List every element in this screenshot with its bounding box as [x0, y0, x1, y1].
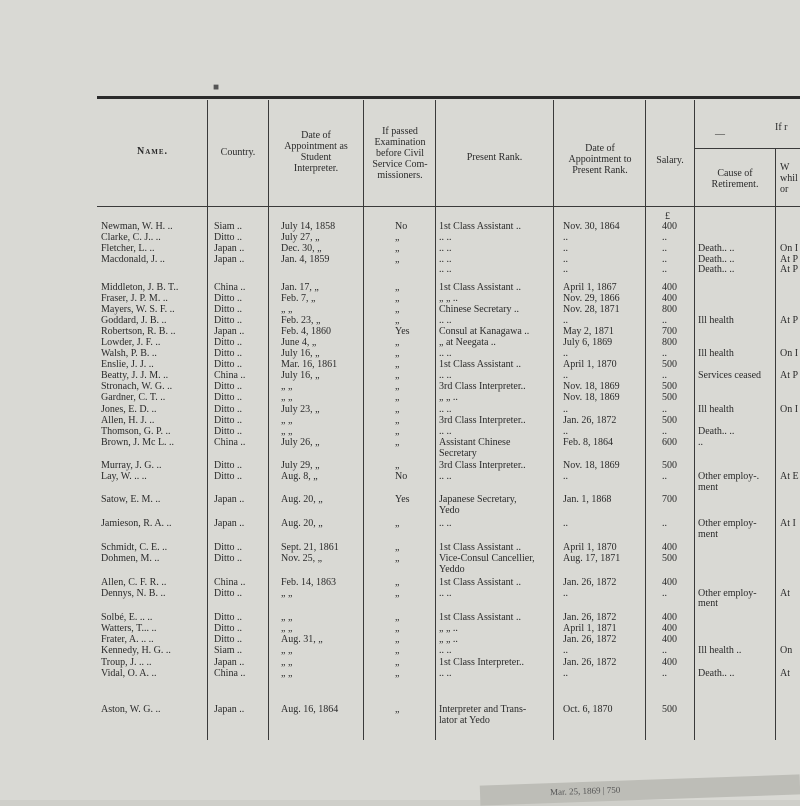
cell-salary: .. — [662, 254, 667, 265]
col-rule — [268, 100, 269, 740]
cell-exam: „ — [395, 577, 400, 588]
header-appt-student: Date of Appointment as Student Interpreter. — [284, 130, 348, 174]
cell-appt: Feb. 4, 1860 — [281, 326, 331, 337]
cell-salary: 400 — [662, 221, 677, 232]
header-country: Country. — [220, 147, 256, 158]
cell-name: Brown, J. Mc L. .. — [101, 437, 175, 448]
cell-date: .. — [563, 645, 568, 656]
cell-while: At — [780, 668, 790, 679]
cell-exam: „ — [395, 415, 400, 426]
col-rule — [645, 100, 646, 740]
cell-rank: .. .. — [439, 315, 452, 326]
cell-country: China .. — [214, 370, 246, 381]
col-rule — [435, 100, 436, 740]
cell-exam: „ — [395, 668, 400, 679]
cell-name: Watters, T... .. — [101, 623, 157, 634]
col-rule — [363, 100, 364, 740]
cell-salary: 400 — [662, 542, 677, 553]
cell-appt: July 16, „ — [281, 370, 320, 381]
col-rule — [207, 100, 208, 740]
cell-exam: „ — [395, 282, 400, 293]
cell-exam: „ — [395, 243, 400, 254]
cell-name: Jones, E. D. .. — [101, 404, 157, 415]
header-salary: Salary. — [656, 155, 684, 166]
cell-date: .. — [563, 404, 568, 415]
cell-rank: Consul at Kanagawa .. — [439, 326, 530, 337]
cell-rank: Japanese Secretary, — [439, 494, 517, 505]
cell-date: April 1, 1870 — [563, 359, 617, 370]
cell-appt: „ „ — [281, 304, 293, 315]
cell-name: Macdonald, J. .. — [101, 254, 165, 265]
cell-date: Jan. 26, 1872 — [563, 612, 617, 623]
cell-salary: 500 — [662, 359, 677, 370]
header-while: W whil or — [780, 162, 798, 195]
cell-date: .. — [563, 243, 568, 254]
cell-appt: Jan. 17, „ — [281, 282, 319, 293]
cell-rank: „ „ .. — [439, 392, 458, 403]
cell-cause: Death.. .. — [698, 426, 735, 437]
cell-rank: 1st Class Assistant .. — [439, 542, 521, 553]
cell-rank: .. .. — [439, 645, 452, 656]
cell-exam: „ — [395, 337, 400, 348]
cell-date: .. — [563, 254, 568, 265]
cell-exam: „ — [395, 359, 400, 370]
cell-date: .. — [563, 315, 568, 326]
cell-cause: Death.. .. — [698, 668, 735, 679]
cell-country: Ditto .. — [214, 315, 243, 326]
cell-country: Ditto .. — [214, 426, 243, 437]
cell-country: Ditto .. — [214, 404, 243, 415]
cell-country: China .. — [214, 668, 246, 679]
cell-rank: .. .. — [439, 404, 452, 415]
cell-name: Fraser, J. P. M. .. — [101, 293, 168, 304]
cell-name: Mayers, W. S. F. .. — [101, 304, 175, 315]
cell-country: Ditto .. — [214, 588, 243, 599]
cell-while: At P — [780, 254, 799, 265]
cell-date: .. — [563, 471, 568, 482]
cell-date: .. — [563, 370, 568, 381]
cell-date: .. — [563, 668, 568, 679]
cell-name: Clarke, C. J.. .. — [101, 232, 161, 243]
cell-cause: ment — [698, 598, 718, 609]
cell-country: Ditto .. — [214, 612, 243, 623]
cell-cause: Other employ-. — [698, 471, 760, 482]
cell-cause: Ill health — [698, 315, 734, 326]
cell-name: Walsh, P. B. .. — [101, 348, 157, 359]
cell-date: April 1, 1871 — [563, 623, 617, 634]
cell-appt: Feb. 7, „ — [281, 293, 316, 304]
cell-country: Ditto .. — [214, 634, 243, 645]
cell-salary: .. — [662, 404, 667, 415]
cell-exam: „ — [395, 426, 400, 437]
cell-salary: 400 — [662, 282, 677, 293]
cell-rank: .. .. — [439, 588, 452, 599]
cell-name: Middleton, J. B. T.. — [101, 282, 179, 293]
header-if-retired: If r — [775, 122, 788, 133]
cell-rank: lator at Yedo — [439, 715, 490, 726]
cell-country: Ditto .. — [214, 553, 243, 564]
cell-appt: Mar. 16, 1861 — [281, 359, 338, 370]
cell-appt: „ „ — [281, 415, 293, 426]
cell-exam: Yes — [395, 494, 410, 505]
cell-cause: Death.. .. — [698, 254, 735, 265]
subheader-rule — [694, 148, 800, 149]
cell-while: At — [780, 588, 790, 599]
cell-exam: No — [395, 471, 408, 482]
cell-exam: „ — [395, 254, 400, 265]
cell-name: Enslie, J. J. .. — [101, 359, 154, 370]
cell-while: At P — [780, 315, 799, 326]
cell-while: On I — [780, 404, 799, 415]
cell-exam: „ — [395, 542, 400, 553]
cell-name: Robertson, R. B. .. — [101, 326, 176, 337]
cell-salary: 400 — [662, 657, 677, 668]
cell-cause: Ill health — [698, 404, 734, 415]
cell-cause: Services ceased — [698, 370, 762, 381]
cell-while: On I — [780, 243, 799, 254]
cell-salary: 500 — [662, 392, 677, 403]
cell-name: Satow, E. M. .. — [101, 494, 161, 505]
cell-rank: Chinese Secretary .. — [439, 304, 519, 315]
cell-exam: „ — [395, 623, 400, 634]
cell-country: Ditto .. — [214, 232, 243, 243]
cell-appt: Aug. 20, „ — [281, 494, 323, 505]
cell-cause: .. — [698, 437, 703, 448]
cell-date: April 1, 1867 — [563, 282, 617, 293]
cell-rank: 1st Class Interpreter.. — [439, 657, 524, 668]
cell-exam: „ — [395, 315, 400, 326]
cell-appt: „ „ — [281, 392, 293, 403]
cell-country: Ditto .. — [214, 304, 243, 315]
cell-country: Ditto .. — [214, 392, 243, 403]
cell-rank: Secretary — [439, 448, 477, 459]
cell-name: Lowder, J. F. .. — [101, 337, 161, 348]
cell-salary: .. — [662, 668, 667, 679]
cell-exam: „ — [395, 634, 400, 645]
cell-salary: 800 — [662, 337, 677, 348]
cell-name: Lay, W. .. .. — [101, 471, 147, 482]
cell-date: May 2, 1871 — [563, 326, 614, 337]
cell-country: Siam .. — [214, 221, 243, 232]
cell-exam: „ — [395, 518, 400, 529]
cell-date: Feb. 8, 1864 — [563, 437, 613, 448]
cell-rank: „ at Neegata .. — [439, 337, 496, 348]
cell-appt: July 27, „ — [281, 232, 320, 243]
cell-appt: July 29, „ — [281, 460, 320, 471]
cell-name: Troup, J. .. .. — [101, 657, 152, 668]
cell-appt: Aug. 20, „ — [281, 518, 323, 529]
cell-while: At I — [780, 518, 796, 529]
cell-date: Jan. 1, 1868 — [563, 494, 612, 505]
cell-appt: Jan. 4, 1859 — [281, 254, 330, 265]
cell-exam: „ — [395, 232, 400, 243]
header-present-rank: Present Rank. — [466, 152, 523, 163]
cell-salary: .. — [662, 645, 667, 656]
cell-country: Japan .. — [214, 326, 245, 337]
cell-rank: 1st Class Assistant .. — [439, 612, 521, 623]
cell-country: China .. — [214, 577, 246, 588]
cell-country: Siam .. — [214, 645, 243, 656]
cell-name: Fletcher, L. .. — [101, 243, 155, 254]
cell-date: .. — [563, 348, 568, 359]
cell-exam: „ — [395, 370, 400, 381]
cell-rank: .. .. — [439, 264, 452, 275]
cell-salary: .. — [662, 426, 667, 437]
cell-rank: „ „ .. — [439, 634, 458, 645]
cell-exam: „ — [395, 612, 400, 623]
cell-name: Beatty, J. J. M. .. — [101, 370, 169, 381]
cell-salary: .. — [662, 315, 667, 326]
cell-date: Oct. 6, 1870 — [563, 704, 613, 715]
cell-country: Ditto .. — [214, 381, 243, 392]
cell-country: Ditto .. — [214, 471, 243, 482]
cell-exam: „ — [395, 404, 400, 415]
cell-country: Ditto .. — [214, 542, 243, 553]
cell-rank: Vice-Consul Cancellier, — [439, 553, 535, 564]
cell-salary: 600 — [662, 437, 677, 448]
cell-cause: Death.. .. — [698, 264, 735, 275]
cell-salary: 400 — [662, 612, 677, 623]
cell-salary: 800 — [662, 304, 677, 315]
cell-country: Japan .. — [214, 704, 245, 715]
cell-name: Frater, A. .. .. — [101, 634, 154, 645]
cell-country: China .. — [214, 282, 246, 293]
cell-country: Japan .. — [214, 518, 245, 529]
cell-name: Vidal, O. A. .. — [101, 668, 157, 679]
cell-rank: Interpreter and Trans- — [439, 704, 527, 715]
cell-date: Aug. 17, 1871 — [563, 553, 621, 564]
cell-appt: Aug. 16, 1864 — [281, 704, 339, 715]
cell-cause: ment — [698, 529, 718, 540]
cell-rank: .. .. — [439, 254, 452, 265]
cell-salary: .. — [662, 348, 667, 359]
cell-date: .. — [563, 232, 568, 243]
cell-country: Ditto .. — [214, 623, 243, 634]
cell-rank: .. .. — [439, 370, 452, 381]
cell-appt: July 26, „ — [281, 437, 320, 448]
cell-rank: .. .. — [439, 348, 452, 359]
cell-rank: 1st Class Assistant .. — [439, 221, 521, 232]
cell-salary: 400 — [662, 293, 677, 304]
header-bottom-rule — [97, 206, 800, 207]
cell-exam: „ — [395, 553, 400, 564]
cell-name: Jamieson, R. A. .. — [101, 518, 172, 529]
cell-date: Nov. 18, 1869 — [563, 460, 620, 471]
cell-salary: 500 — [662, 460, 677, 471]
cell-name: Thomson, G. P. .. — [101, 426, 171, 437]
cell-rank: 1st Class Assistant .. — [439, 282, 521, 293]
cell-rank: .. .. — [439, 518, 452, 529]
cell-while: On I — [780, 348, 799, 359]
cell-exam: „ — [395, 460, 400, 471]
cell-name: Allen, H. J. .. — [101, 415, 155, 426]
cell-exam: „ — [395, 348, 400, 359]
col-rule — [553, 100, 554, 740]
cell-name: Allen, C. F. R. .. — [101, 577, 167, 588]
header-cause: Cause of Retirement. — [711, 168, 759, 190]
cell-cause: Ill health — [698, 348, 734, 359]
cell-appt: Dec. 30, „ — [281, 243, 322, 254]
cell-date: .. — [563, 518, 568, 529]
cell-salary: 500 — [662, 381, 677, 392]
cell-date: April 1, 1870 — [563, 542, 617, 553]
cell-country: Ditto .. — [214, 460, 243, 471]
cell-exam: „ — [395, 381, 400, 392]
cell-while: At E — [780, 471, 799, 482]
cell-date: .. — [563, 588, 568, 599]
cell-rank: Assistant Chinese — [439, 437, 511, 448]
cell-rank: .. .. — [439, 232, 452, 243]
cell-while: At P — [780, 370, 799, 381]
table-top-rule — [97, 96, 800, 99]
cell-appt: „ „ — [281, 426, 293, 437]
cell-rank: 3rd Class Interpreter.. — [439, 415, 526, 426]
cell-country: Ditto .. — [214, 337, 243, 348]
cell-country: Japan .. — [214, 494, 245, 505]
cell-salary: 700 — [662, 494, 677, 505]
cell-country: China .. — [214, 437, 246, 448]
cell-rank: 3rd Class Interpreter.. — [439, 381, 526, 392]
cell-name: Aston, W. G. .. — [101, 704, 161, 715]
cell-name: Goddard, J. B. .. — [101, 315, 167, 326]
cell-exam: „ — [395, 437, 400, 448]
cell-country: Ditto .. — [214, 348, 243, 359]
cell-date: Nov. 28, 1871 — [563, 304, 620, 315]
cell-rank: „ „ .. — [439, 623, 458, 634]
cell-name: Dennys, N. B. .. — [101, 588, 166, 599]
cell-date: Nov. 18, 1869 — [563, 392, 620, 403]
cell-exam: „ — [395, 645, 400, 656]
cell-salary: .. — [662, 588, 667, 599]
cell-date: .. — [563, 264, 568, 275]
cell-exam: „ — [395, 392, 400, 403]
cell-exam: No — [395, 221, 408, 232]
cell-appt: July 23, „ — [281, 404, 320, 415]
cell-appt: Sept. 21, 1861 — [281, 542, 339, 553]
cell-name: Stronach, W. G. .. — [101, 381, 173, 392]
cell-salary: 400 — [662, 634, 677, 645]
col-rule — [775, 148, 776, 740]
cell-name: Dohmen, M. .. — [101, 553, 160, 564]
cell-date: Nov. 30, 1864 — [563, 221, 620, 232]
cell-appt: Nov. 25, „ — [281, 553, 323, 564]
cell-country: Japan .. — [214, 254, 245, 265]
cell-salary: 500 — [662, 704, 677, 715]
cell-rank: 3rd Class Interpreter.. — [439, 460, 526, 471]
cell-appt: „ „ — [281, 381, 293, 392]
cell-rank: „ „ .. — [439, 293, 458, 304]
cell-while: On — [780, 645, 793, 656]
cell-date: Nov. 29, 1866 — [563, 293, 620, 304]
cell-exam: „ — [395, 304, 400, 315]
cell-cause: Death.. .. — [698, 243, 735, 254]
underlying-page-edge: Mar. 25, 1869 | 750 — [480, 774, 800, 805]
cell-salary: 400 — [662, 577, 677, 588]
cell-appt: „ „ — [281, 623, 293, 634]
cell-salary: .. — [662, 243, 667, 254]
cell-appt: June 4, „ — [281, 337, 317, 348]
cell-exam: „ — [395, 657, 400, 668]
cell-appt: July 16, „ — [281, 348, 320, 359]
cell-country: Ditto .. — [214, 415, 243, 426]
cell-date: Jan. 26, 1872 — [563, 657, 617, 668]
cell-rank: .. .. — [439, 668, 452, 679]
cell-cause: Other employ- — [698, 588, 757, 599]
header-name: Name. — [136, 146, 169, 157]
cell-name: Solbé, E. .. .. — [101, 612, 153, 623]
cell-salary: .. — [662, 518, 667, 529]
pound-sign: £ — [665, 211, 670, 222]
cell-salary: .. — [662, 232, 667, 243]
cell-cause: Ill health .. — [698, 645, 742, 656]
header-exam: If passed Examination before Civil Service Com- missioners. — [372, 126, 428, 181]
cell-date: Nov. 18, 1869 — [563, 381, 620, 392]
cell-date: July 6, 1869 — [563, 337, 613, 348]
cell-exam: „ — [395, 704, 400, 715]
cell-exam: Yes — [395, 326, 410, 337]
cell-cause: Other employ- — [698, 518, 757, 529]
cell-appt: „ „ — [281, 657, 293, 668]
cell-appt: Aug. 8, „ — [281, 471, 318, 482]
cell-name: Murray, J. G. .. — [101, 460, 162, 471]
cell-salary: 700 — [662, 326, 677, 337]
cell-rank: 1st Class Assistant .. — [439, 359, 521, 370]
cell-rank: .. .. — [439, 243, 452, 254]
cell-country: Japan .. — [214, 243, 245, 254]
cell-salary: 400 — [662, 623, 677, 634]
cell-appt: Feb. 14, 1863 — [281, 577, 336, 588]
cell-salary: .. — [662, 471, 667, 482]
cell-appt: Aug. 31, „ — [281, 634, 323, 645]
cell-name: Gardner, C. T. .. — [101, 392, 166, 403]
cell-date: Jan. 26, 1872 — [563, 577, 617, 588]
cell-country: Japan .. — [214, 657, 245, 668]
cell-salary: 500 — [662, 415, 677, 426]
cell-appt: „ „ — [281, 645, 293, 656]
cell-name: Kennedy, H. G. .. — [101, 645, 171, 656]
header-appt-present: Date of Appointment to Present Rank. — [568, 143, 632, 176]
cell-date: .. — [563, 426, 568, 437]
cell-country: Ditto .. — [214, 359, 243, 370]
cell-date: Jan. 26, 1872 — [563, 634, 617, 645]
cell-date: Jan. 26, 1872 — [563, 415, 617, 426]
cell-while: At P — [780, 264, 799, 275]
cell-rank: .. .. — [439, 426, 452, 437]
cell-appt: „ „ — [281, 668, 293, 679]
cell-country: Ditto .. — [214, 293, 243, 304]
cell-salary: .. — [662, 264, 667, 275]
cell-salary: 500 — [662, 553, 677, 564]
document-page: ■ Name. Country. Date of Appointment as Student Interpreter. If passed Examination before Civil Service Com- missioners. Present Rank. Date of Appointment to Present Rank. Salary. If r — Cause of Retirement. W whil or £ Newman, W. H. .. Siam .. July 14, 1858 No 1st Class Assistant .. Nov. 30, 1864 400 Clarke, C. J.. .. Ditto .. July 27, „ „ .. .. .. .. Fletcher, L. .. Japan .. Dec. 30, „ „ .. .. .. .. Death.. .. On I Macdonald, J. .. Japan .. Jan. 4, 1859 „ .. .. .. .. Death.. .. At P .. .. .. .. Death.. .. At P Middleton, J. B. T.. China .. Jan. 17, „ „ 1st Class Assistant .. April 1, 1867 400 Fraser, J. P. M. .. Ditto .. Feb. 7, „ „ „ „ .. Nov. 29, 1866 400 Mayers, W. S. F. .. Ditto .. „ „ „ Chinese Secretary .. Nov. 28, 1871 800 Goddard, J. B. .. Ditto .. Feb. 23, „ „ .. .. .. .. Ill health At P Robertson, R. B. .. Japan .. Feb. 4, 1860 Yes Consul at Kanagawa .. May 2, 1871 700 Lowder, J. F. .. Ditto .. June 4, „ „ „ at Neegata .. July 6, 1869 800 Walsh, P. B. .. Ditto .. July 16, „ „ .. .. .. .. Ill health On I Enslie, J. J. .. Ditto .. Mar. 16, 1861 „ 1st Class Assistant .. April 1, 1870 500 Beatty, J. J. M. .. China .. July 16, „ „ .. .. .. .. Services ceased At P Stronach, W. G. .. Ditto .. „ „ „ 3rd Class Interpreter.. Nov. 18, 1869 500 Gardner, C. T. .. Ditto .. „ „ „ „ „ .. Nov. 18, 1869 500 Jones, E. D. .. Ditto .. July 23, „ „ .. .. .. .. Ill health On I Allen, H. J. .. Ditto .. „ „ „ 3rd Class Interpreter.. Jan. 26, 1872 500 Thomson, G. P. .. Ditto .. „ „ „ .. .. .. .. Death.. .. Brown, J. Mc L. .. China .. July 26, „ „ Assistant Chinese Feb. 8, 1864 600 .. Secretary Murray, J. G. .. Ditto .. July 29, „ „ 3rd Class Interpreter.. Nov. 18, 1869 500 Lay, W. .. .. Ditto .. Aug. 8, „ No .. .. .. .. Other employ-. At E ment Satow, E. M. .. Japan .. Aug. 20, „ Yes Japanese Secretary, Jan. 1, 1868 700 Yedo Jamieson, R. A. .. Japan .. Aug. 20, „ „ .. .. .. .. Other employ- At I ment Schmidt, C. E. .. Ditto .. Sept. 21, 1861 „ 1st Class Assistant .. April 1, 1870 400 Dohmen, M. .. Ditto .. Nov. 25, „ „ Vice-Consul Cancellier, Aug. 17, 1871 500 Yeddo Allen, C. F. R. .. China .. Feb. 14, 1863 „ 1st Class Assistant .. Jan. 26, 1872 400 Dennys, N. B. .. Ditto .. „ „ „ .. .. .. .. Other employ- At ment Solbé, E. .. .. Ditto .. „ „ „ 1st Class Assistant .. Jan. 26, 1872 400 Watters, T... .. Ditto .. „ „ „ „ „ .. April 1, 1871 400 Frater, A. .. .. Ditto .. Aug. 31, „ „ „ „ .. Jan. 26, 1872 400 Kennedy, H. G. .. Siam .. „ „ „ .. .. .. .. Ill health .. On Troup, J. .. .. Japan .. „ „ „ 1st Class Interpreter.. Jan. 26, 1872 400 Vidal, O. A. .. China .. „ „ „ .. .. .. .. Death.. .. At Aston, W. G. .. Japan .. Aug. 16, 1864 „ Interpreter and Trans- Oct. 6, 1870 500 lator at Yedo Mar. 25, 1869 | 750 — [0, 0, 800, 800]
col-rule — [694, 100, 695, 740]
cell-name: Schmidt, C. E. .. — [101, 542, 168, 553]
cell-rank: Yeddo — [439, 564, 465, 575]
cell-salary: .. — [662, 370, 667, 381]
cell-rank: Yedo — [439, 505, 460, 516]
cell-name: Newman, W. H. .. — [101, 221, 173, 232]
cell-appt: „ „ — [281, 612, 293, 623]
cell-cause: ment — [698, 482, 718, 493]
cell-exam: „ — [395, 588, 400, 599]
cell-rank: 1st Class Assistant .. — [439, 577, 521, 588]
cell-appt: „ „ — [281, 588, 293, 599]
cell-appt: July 14, 1858 — [281, 221, 336, 232]
cell-exam: „ — [395, 293, 400, 304]
cell-rank: .. .. — [439, 471, 452, 482]
cell-appt: Feb. 23, „ — [281, 315, 321, 326]
